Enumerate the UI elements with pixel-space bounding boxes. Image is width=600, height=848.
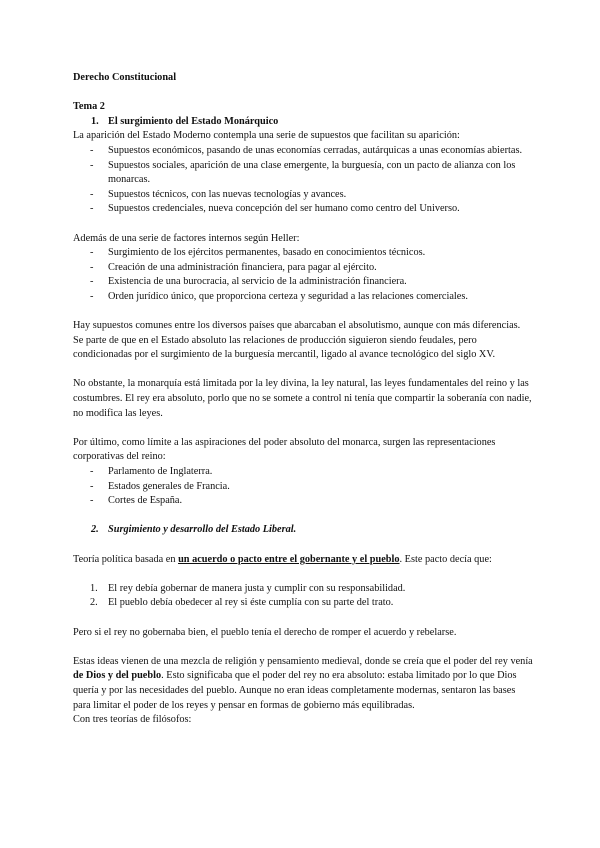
paragraph: Pero si el rey no gobernaba bien, el pueblo tenía el derecho de romper el acuerdo y rebelarse. — [73, 626, 457, 638]
paragraph: No obstante, la monarquía está limitada por la ley divina, la ley natural, las leyes fundamentales del reino y las costumbres. El rey era absoluto, porlo que no se somete a control ni tenía que compartir la soberanía con nadie, no modifica las leyes. — [73, 378, 532, 419]
section-1-heading — [73, 115, 533, 130]
list-item: - Supuestos credenciales, nueva concepción del ser humano como centro del Universo. — [90, 203, 460, 215]
list-item: - Parlamento de Inglaterra. — [90, 466, 213, 478]
heller-list — [73, 246, 533, 304]
list-item: - Cortes de España. — [90, 495, 183, 507]
paragraph: Con tres teorías de filósofos: — [73, 714, 192, 726]
list-item: 2. El pueblo debía obedecer al rey si éste cumplía con su parte del trato. — [90, 597, 394, 609]
section-1-number: 1. — [91, 115, 99, 127]
section-1-intro: La aparición del Estado Moderno contempla una serie de supuestos que facilitan su aparición: — [73, 130, 460, 142]
pacto-list — [73, 582, 533, 611]
heller-intro: Además de una serie de factores internos según Heller: — [73, 232, 300, 244]
section-2-title: Surgimiento y desarrollo del Estado Liberal. — [108, 524, 297, 536]
document-page — [73, 71, 533, 728]
list-item: - Existencia de una burocracia, al servicio de la administración financiera. — [90, 276, 407, 288]
corporativas-list — [73, 465, 533, 509]
section-2-number: 2. — [91, 524, 99, 536]
list-item: - Creación de una administración financiera, para pagar al ejército. — [90, 261, 377, 273]
paragraph: Hay supuestos comunes entre los diversos países que abarcaban el absolutismo, aunque con más diferencias. — [73, 320, 521, 332]
list-item: - Supuestos técnicos, con las nuevas tecnologías y avances. — [90, 188, 347, 200]
paragraph: Estas ideas vienen de una mezcla de religión y pensamiento medieval, donde se creía que el poder del rey venía de Dios y del pueblo. Esto significaba que el poder del rey no era absoluto: estaba limitado por lo que Dios quería y por las necesidades del pueblo. Aunque no eran ideas completamente modernas, sentaron las bases para limitar el poder de los reyes y pensar en formas de gobierno más equilibradas. — [73, 655, 533, 711]
list-item: - Supuestos económicos, pasando de unas economías cerradas, autárquicas a unas economías abiertas. — [90, 144, 523, 156]
pacto-emphasis: un acuerdo o pacto entre el gobernante y el pueblo — [178, 553, 400, 565]
paragraph: Por último, como límite a las aspiraciones del poder absoluto del monarca, surgen las representaciones corporativas del reino: — [73, 436, 496, 463]
list-item: 1. El rey debía gobernar de manera justa y cumplir con su responsabilidad. — [90, 582, 406, 594]
dios-pueblo-emphasis: de Dios y del pueblo — [73, 670, 162, 682]
paragraph: Se parte de que en el Estado absoluto las relaciones de producción siguieron siendo feudales, pero condicionadas por el surgimiento de la burguesía mercantil, ligado al avance tecnológico del siglo XV. — [73, 334, 496, 361]
list-item: - Orden jurídico único, que proporciona certeza y seguridad a las relaciones comerciales. — [90, 290, 468, 302]
list-item: - Estados generales de Francia. — [90, 480, 230, 492]
section-2-heading — [73, 523, 533, 538]
tema-heading: Tema 2 — [73, 101, 105, 113]
list-item: - Supuestos sociales, aparición de una clase emergente, la burguesía, con un pacto de alianza con los monarcas. — [90, 159, 516, 186]
supuestos-list — [73, 144, 533, 217]
paragraph: Teoría política basada en un acuerdo o pacto entre el gobernante y el pueblo. Este pacto decía que: — [73, 553, 492, 565]
section-1-title: El surgimiento del Estado Monárquico — [108, 115, 279, 127]
document-title: Derecho Constitucional — [73, 72, 177, 83]
list-item: - Surgimiento de los ejércitos permanentes, basado en conocimientos técnicos. — [90, 247, 426, 259]
